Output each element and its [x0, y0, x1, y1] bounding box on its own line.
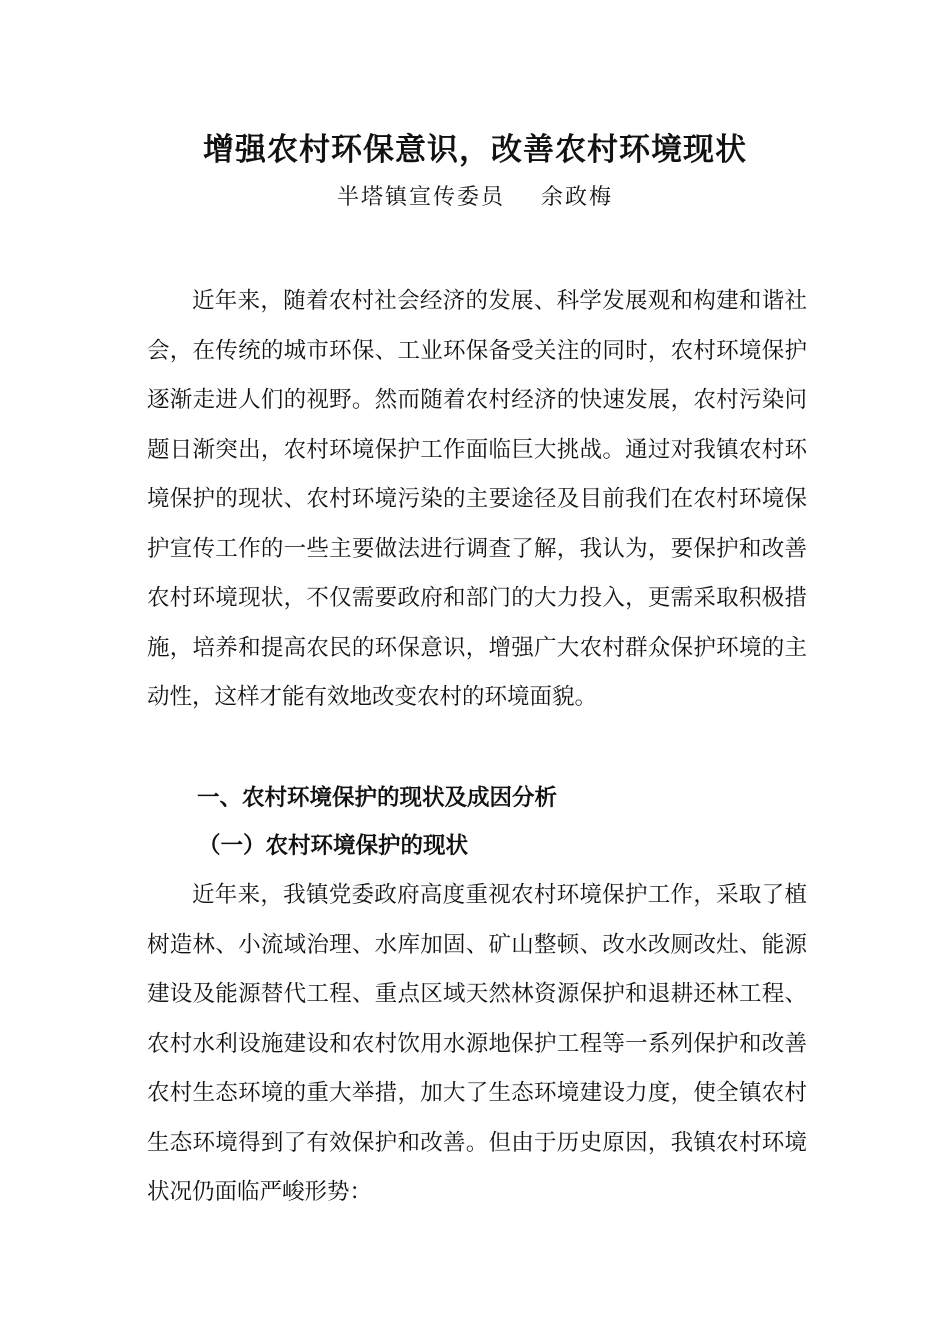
author-byline: 半塔镇宣传委员 余政梅 — [337, 185, 613, 210]
body-paragraph: 近年来，我镇党委政府高度重视农村环境保护工作，采取了植树造林、小流域治理、水库加固、矿山整顿、改水改厕改灶、能源建设及能源替代工程、重点区域天然林资源保护和退耕还林工程、农村水利设施建设和农村饮用水源地保护工程等一系列保护和改善农村生态环境的重大举措，加大了生态环境建设力度，使全镇农村生态环境得到了有效保护和改善。但由于历史原因，我镇农村环境状况仍面临严峻形势： — [147, 882, 807, 1205]
document-title: 增强农村环保意识，改善农村环境现状 — [203, 132, 747, 168]
intro-paragraph: 近年来，随着农村社会经济的发展、科学发展观和构建和谐社会，在传统的城市环保、工业环保备受关注的同时，农村环境保护逐渐走进人们的视野。然而随着农村经济的快速发展，农村污染问题日渐突出，农村环境保护工作面临巨大挑战。通过对我镇农村环境保护的现状、农村环境污染的主要途径及目前我们在农村环境保护宣传工作的一些主要做法进行调查了解，我认为，要保护和改善农村环境现状，不仅需要政府和部门的大力投入，更需采取积极措施，培养和提高农民的环保意识，增强广大农村群众保护环境的主动性，这样才能有效地改变农村的环境面貌。 — [147, 288, 807, 710]
subsection-heading: （一）农村环境保护的现状 — [198, 833, 469, 859]
section-heading: 一、农村环境保护的现状及成因分析 — [197, 785, 558, 811]
